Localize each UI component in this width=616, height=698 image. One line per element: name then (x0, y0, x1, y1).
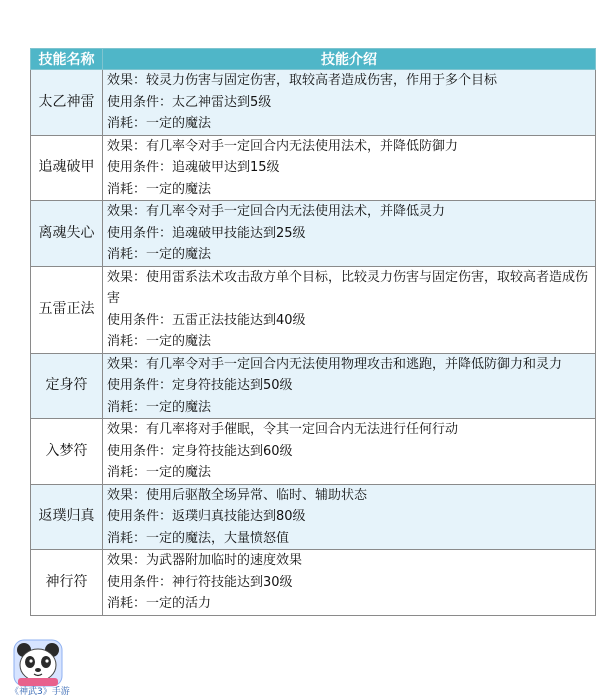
skill-desc (103, 266, 596, 353)
skill-desc (103, 201, 596, 267)
skill-cost: 消耗：一定的魔法 (107, 247, 212, 262)
skill-name: 返璞归真 (31, 484, 103, 550)
skill-condition: 使用条件：太乙神雷达到5级 (107, 94, 272, 110)
table-row (31, 353, 596, 419)
skill-desc (103, 419, 596, 485)
table-row (31, 135, 596, 201)
table-row (31, 266, 596, 353)
skill-desc (103, 353, 596, 419)
skill-cost: 消耗：一定的魔法 (107, 399, 212, 415)
skill-name: 神行符 (31, 550, 103, 616)
skill-desc (103, 135, 596, 201)
skill-effect: 效果：较灵力伤害与固定伤害，取较高者造成伤害，作用于多个目标 (107, 73, 498, 88)
skill-cost: 消耗：一定的魔法 (107, 116, 212, 131)
table-row (31, 70, 596, 136)
skill-desc (103, 484, 596, 550)
skill-condition: 使用条件：定身符技能达到60级 (107, 443, 293, 459)
skill-condition: 使用条件：返璞归真技能达到80级 (107, 509, 306, 524)
skill-effect: 效果：有几率令对手一定回合内无法使用法术，并降低灵力 (107, 204, 446, 219)
skill-effect: 效果：使用雷系法术攻击敌方单个目标，比较灵力伤害与固定伤害，取较高者造成伤害 (107, 269, 589, 306)
skill-condition: 使用条件：追魂破甲技能达到25级 (107, 225, 306, 241)
skill-desc (103, 70, 596, 136)
skill-desc (103, 550, 596, 616)
skill-condition: 使用条件：追魂破甲达到15级 (107, 160, 280, 175)
skill-name: 太乙神雷 (31, 70, 103, 136)
table-header-row (31, 49, 596, 70)
skill-effect: 效果：使用后驱散全场异常、临时、辅助状态 (107, 487, 368, 503)
header-skill-desc: 技能介绍 (103, 49, 596, 70)
skill-effect: 效果：有几率令对手一定回合内无法使用物理攻击和逃跑，并降低防御力和灵力 (107, 356, 563, 372)
table-row (31, 484, 596, 550)
table-row (31, 550, 596, 616)
skill-name: 离魂失心 (31, 201, 103, 267)
skill-condition: 使用条件：神行符技能达到30级 (107, 574, 293, 590)
skill-cost: 消耗：一定的活力 (107, 596, 212, 611)
skills-table (30, 48, 596, 616)
skill-name: 入梦符 (31, 419, 103, 485)
skill-effect: 效果：为武器附加临时的速度效果 (107, 553, 303, 568)
skill-name: 定身符 (31, 353, 103, 419)
skill-effect: 效果：有几率令对手一定回合内无法使用法术，并降低防御力 (107, 138, 459, 154)
skill-name: 五雷正法 (31, 266, 103, 353)
table-row (31, 419, 596, 485)
skill-condition: 使用条件：五雷正法技能达到40级 (107, 312, 306, 328)
table-row (31, 201, 596, 267)
skill-cost: 消耗：一定的魔法，大量愤怒值 (107, 530, 290, 546)
skill-cost: 消耗：一定的魔法 (107, 465, 212, 480)
skill-cost: 消耗：一定的魔法 (107, 181, 212, 197)
skill-effect: 效果：有几率将对手催眠，令其一定回合内无法进行任何行动 (107, 422, 459, 437)
skill-condition: 使用条件：定身符技能达到50级 (107, 378, 293, 393)
skill-name: 追魂破甲 (31, 135, 103, 201)
header-skill-name: 技能名称 (31, 49, 103, 70)
skill-cost: 消耗：一定的魔法 (107, 334, 212, 349)
watermark-caption: 《神武3》手游 (10, 687, 70, 697)
skills-table-container (30, 48, 595, 616)
